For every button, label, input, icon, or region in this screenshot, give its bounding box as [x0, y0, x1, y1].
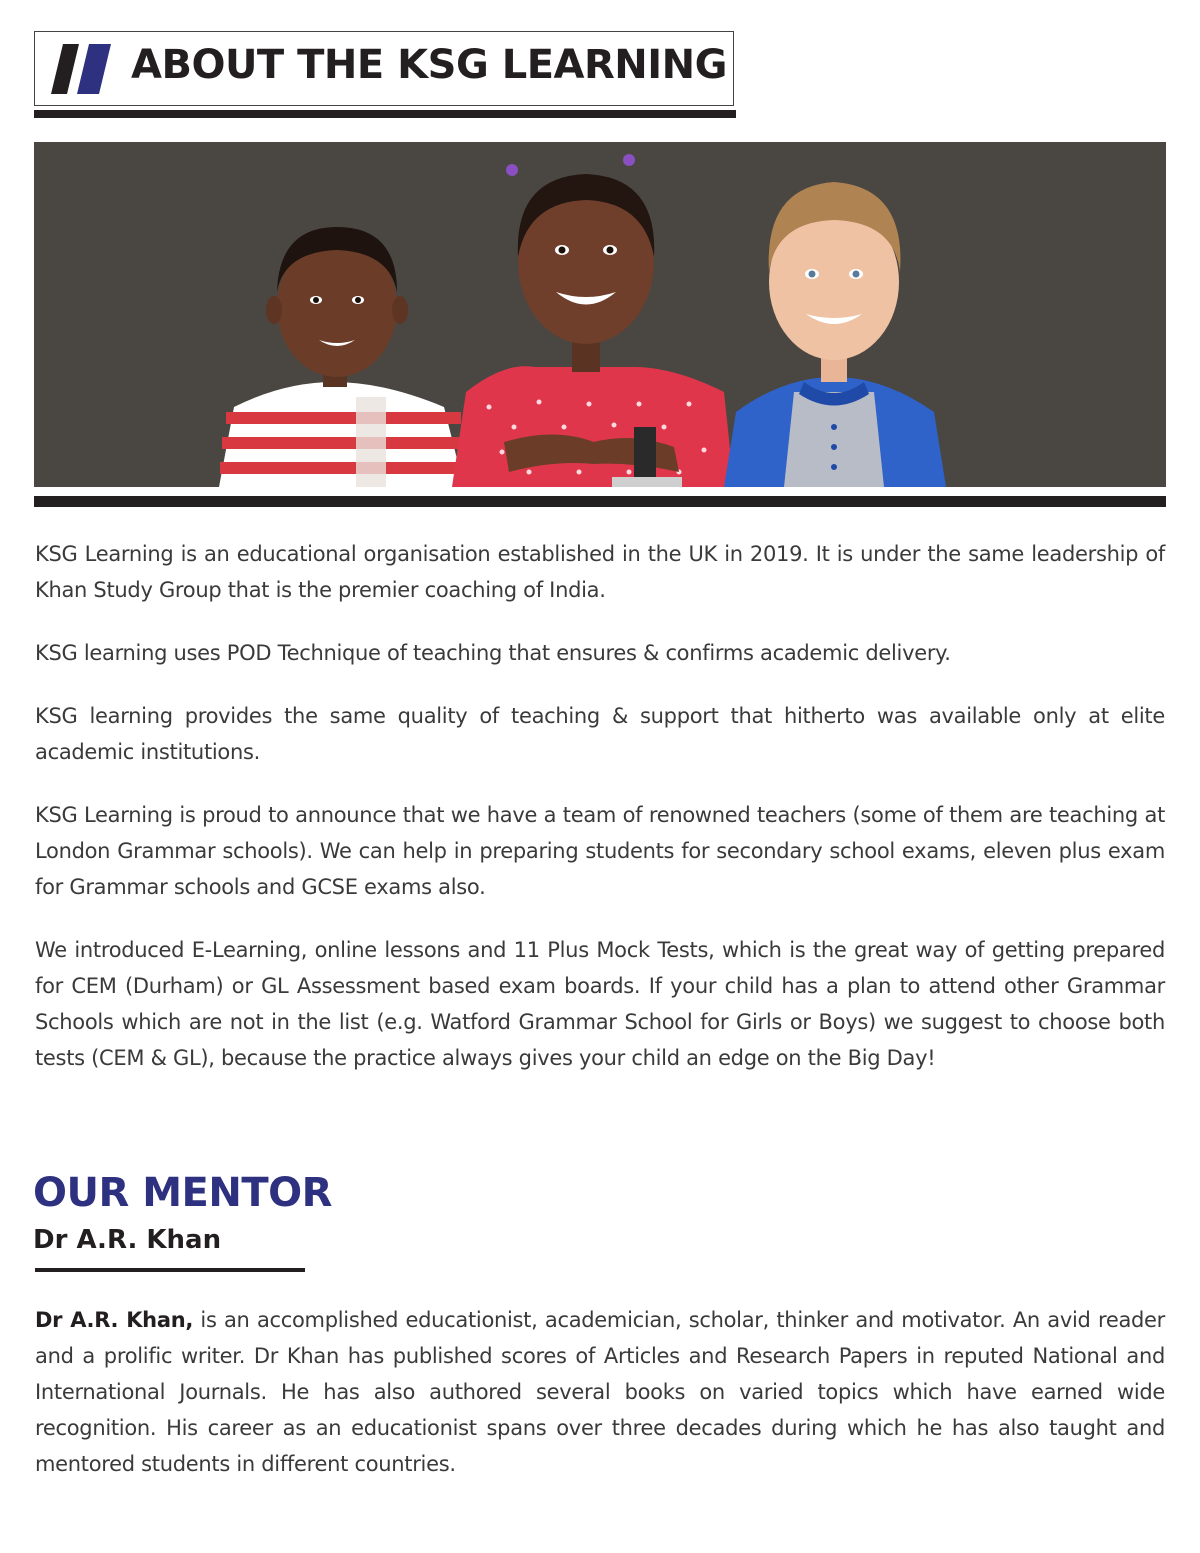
mentor-bio — [35, 1302, 1165, 1482]
hero-underline — [34, 496, 1166, 507]
header-underline — [34, 110, 736, 118]
child-middle — [452, 154, 734, 487]
elearning-paragraph: We introduced E-Learning, online lessons and 11 Plus Mock Tests, which is the great way of getting prepared for CEM (Durham) or GL Assessment based exam boards. If your child has a plan to attend other Grammar Schools which are not in the list (e.g. Watford Grammar School for Girls or Boys) we suggest to choose both tests (CEM & GL), because the practice always gives your child an edge on the Big Day! — [35, 938, 1165, 1070]
page-title: ABOUT THE KSG LEARNING — [131, 42, 727, 88]
teachers-paragraph: KSG Learning is proud to announce that we have a team of renowned teachers (some of them are teaching at London Grammar schools). We can help in preparing students for secondary school exams, eleven plus exam for Grammar schools and GCSE exams also. — [35, 803, 1165, 899]
mentor-bio-lead: Dr A.R. Khan, — [35, 1308, 194, 1332]
header-box — [34, 31, 734, 106]
quality-paragraph: KSG learning provides the same quality of teaching & support that hitherto was available only at elite academic institutions. — [35, 704, 1165, 764]
child-left — [219, 227, 466, 487]
mentor-heading: OUR MENTOR — [33, 1170, 332, 1216]
pod-paragraph: KSG learning uses POD Technique of teaching that ensures & confirms academic delivery. — [35, 641, 951, 665]
mentor-underline — [35, 1268, 305, 1272]
intro-paragraph: KSG Learning is an educational organisation established in the UK in 2019. It is under the same leadership of Khan Study Group that is the premier coaching of India. — [35, 542, 1165, 602]
child-right — [724, 182, 946, 487]
mentor-name: Dr A.R. Khan — [33, 1225, 222, 1255]
hero-image — [34, 142, 1166, 487]
children-illustration — [34, 142, 1166, 487]
logo-slashes-icon — [49, 44, 119, 94]
mentor-bio-text: is an accomplished educationist, academician, scholar, thinker and motivator. An avid reader and a prolific writer. Dr Khan has published scores of Articles and Research Papers in reputed National and International Journals. He has also authored several books on varied topics which have earned wide recognition. His career as an educationist spans over three decades during which he has also taught and mentored students in different countries. — [35, 1308, 1165, 1476]
